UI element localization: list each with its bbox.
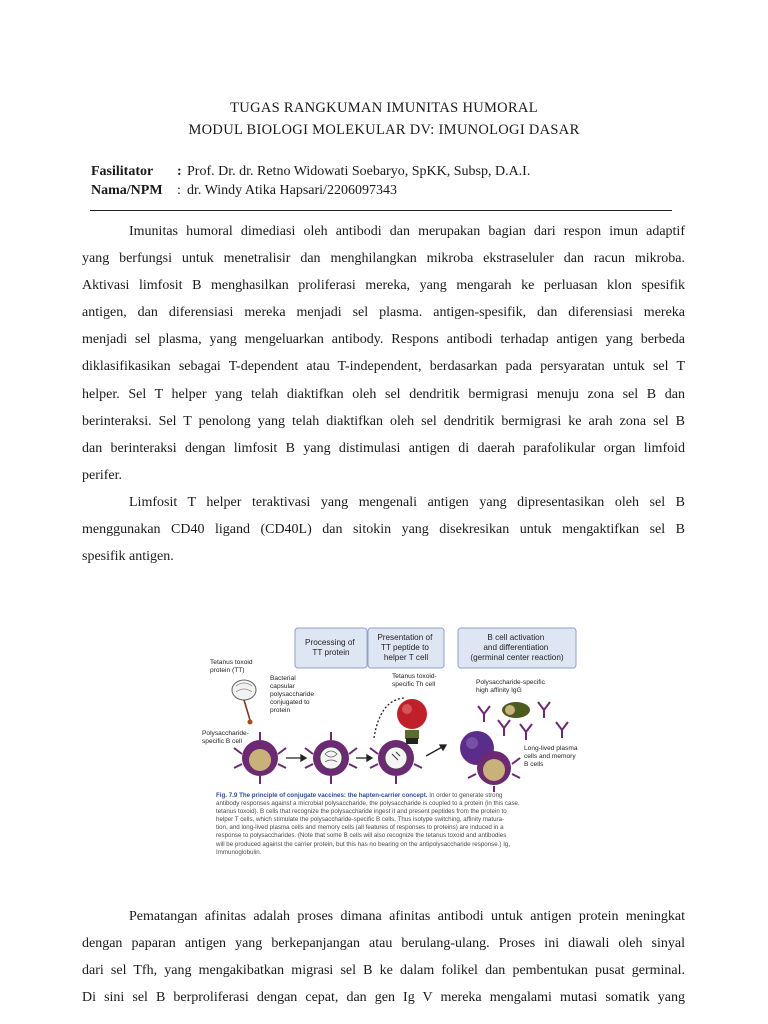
b-cell-label: Polysaccharide- specific B cell — [202, 730, 249, 745]
caption-line: tion, and long-lived plasma cells and memory cells (all features of responses to proteins) are induced in a — [216, 824, 504, 832]
conjugate-vaccine-figure — [198, 624, 582, 870]
paragraph-humoral-immunity — [82, 218, 685, 489]
caption-line: will be produced against the carrier protein, but this has no bearing on the antipolysaccharide response.) Ig, — [216, 840, 511, 848]
caption-line: response to polysaccharides. (Note that some B cells will also recognize the tetanus toxoid and antibodies — [216, 832, 507, 840]
paragraph-line: berinteraksi. Sel T penolong yang telah diaktifkan oleh sel dendritik bermigrasi ke arah zona sel B — [82, 413, 685, 429]
figure-illustration — [198, 624, 582, 794]
igg-label: Polysaccharide-specific high affinity IgG — [476, 679, 545, 694]
paragraph-line: Imunitas humoral dimediasi oleh antibodi dan merupakan bagian dari respon imun adaptif — [129, 224, 685, 239]
panel-activation-label: B cell activation and differentiation (germinal center reaction) — [470, 633, 564, 662]
paragraph-t-helper — [82, 489, 685, 570]
nama-npm-colon: : — [177, 183, 181, 198]
paragraph-line: perifer. — [82, 467, 123, 483]
paragraph-line: menggunakan CD40 ligand (CD40L) dan sitokin yang disekresikan untuk mengaktifkan sel B — [82, 522, 685, 538]
caption-line: helper T cells, which stimulate the polysaccharide-specific B cells. Thus isotype switching, affinity matura- — [216, 816, 505, 824]
paragraph-line: Limfosit T helper teraktivasi yang mengenali antigen yang dipresentasikan oleh sel B — [129, 495, 685, 510]
caption-line: tetanus toxoid). B cells that recognize the polysaccharide ingest it and present peptides from the protein to — [216, 808, 507, 816]
paragraph-line: diklasifikasikan sebagai T-dependent atau T-independent, berdasarkan pada persyaratan untuk sel T — [82, 359, 685, 375]
figure-number: Fig. 7.9 — [216, 792, 238, 799]
document-title-line1: TUGAS RANGKUMAN IMUNITAS HUMORAL — [230, 100, 538, 116]
paragraph-line: helper. Sel T helper yang telah diaktifkan oleh sel dendritik bermigrasi menuju zona sel B dan — [82, 386, 685, 402]
caption-line: Immunoglobulin. — [216, 848, 262, 856]
fasilitator-value: Prof. Dr. dr. Retno Widowati Soebaryo, SpKK, Subsp, D.A.I. — [187, 164, 531, 179]
paragraph-line: Pematangan afinitas adalah proses dimana afinitas antibodi untuk antigen protein meningkat — [129, 909, 685, 924]
paragraph-line: dari sel Tfh, yang mengakibatkan migrasi sel B ke dalam folikel dan pembentukan pusat germinal. — [82, 963, 685, 979]
paragraph-line: dengan paparan antigen yang berkepanjangan atau berulang-ulang. Proses ini diawali oleh sinyal — [82, 936, 685, 952]
paragraph-line: Di sini sel B berproliferasi dengan cepat, dan gen Ig V mereka mengalami mutasi somatik yang — [82, 990, 685, 1006]
panel-presentation-label: Presentation of TT peptide to helper T cell — [377, 633, 433, 662]
nama-npm-label: Nama/NPM — [91, 183, 163, 198]
paragraph-line: Aktivasi limfosit B menghasilkan proliferasi mereka, yang mengarah ke perluasan klon spesifik — [82, 278, 685, 294]
figure-caption — [216, 792, 572, 857]
figure-caption-title: The principle of conjugate vaccines: the hapten-carrier concept. — [239, 792, 428, 799]
th-cell-label: Tetanus toxoid- specific Th cell — [392, 673, 437, 688]
paragraph-line: spesifik antigen. — [82, 549, 174, 565]
tt-protein-label: Tetanus toxoid protein (TT) — [210, 659, 253, 674]
nama-npm-row — [91, 183, 397, 199]
caption-line: In order to generate strong — [429, 792, 503, 799]
paragraph-affinity-maturation — [82, 903, 685, 1011]
paragraph-line: yang berfungsi untuk menetralisir dan menghilangkan mikroba ekstraseluler dan racun mikroba. — [82, 251, 685, 267]
b-cell-3-icon — [370, 740, 422, 784]
b-cell-2-icon — [305, 732, 357, 784]
plasma-cells-label: Long-lived plasma cells and memory B cells — [524, 745, 578, 768]
fasilitator-row — [91, 164, 530, 180]
paragraph-line: antigen, dan diferensiasi mereka menjadi sel plasma. antigen-spesifik, dan diferensiasi mereka — [82, 305, 685, 321]
panel-processing-label: Processing of TT protein — [305, 638, 355, 657]
tetanus-toxoid-protein-icon — [232, 680, 256, 725]
helper-t-cell-icon — [397, 699, 427, 744]
caption-line: antibody responses against a microbial polysaccharide, the polysaccharide is coupled to a protein (in this case, — [216, 800, 520, 808]
header-divider — [90, 210, 672, 211]
paragraph-line: dan berinteraksi dengan limfosit B yang distimulasi antigen di daerah parafolikular organ limfoid — [82, 440, 685, 456]
activated-b-cell-icon — [502, 702, 530, 718]
paragraph-line: menjadi sel plasma, yang mengeluarkan antibody. Respons antibodi terhadap antigen yang berbeda — [82, 332, 685, 348]
document-title-line2: MODUL BIOLOGI MOLEKULAR DV: IMUNOLOGI DASAR — [188, 122, 580, 138]
nama-npm-value: dr. Windy Atika Hapsari/2206097343 — [187, 183, 397, 198]
polysaccharide-label: Bacterial capsular polysaccharide conjugated to protein — [270, 675, 314, 714]
fasilitator-colon: : — [177, 164, 182, 179]
fasilitator-label: Fasilitator — [91, 164, 154, 179]
